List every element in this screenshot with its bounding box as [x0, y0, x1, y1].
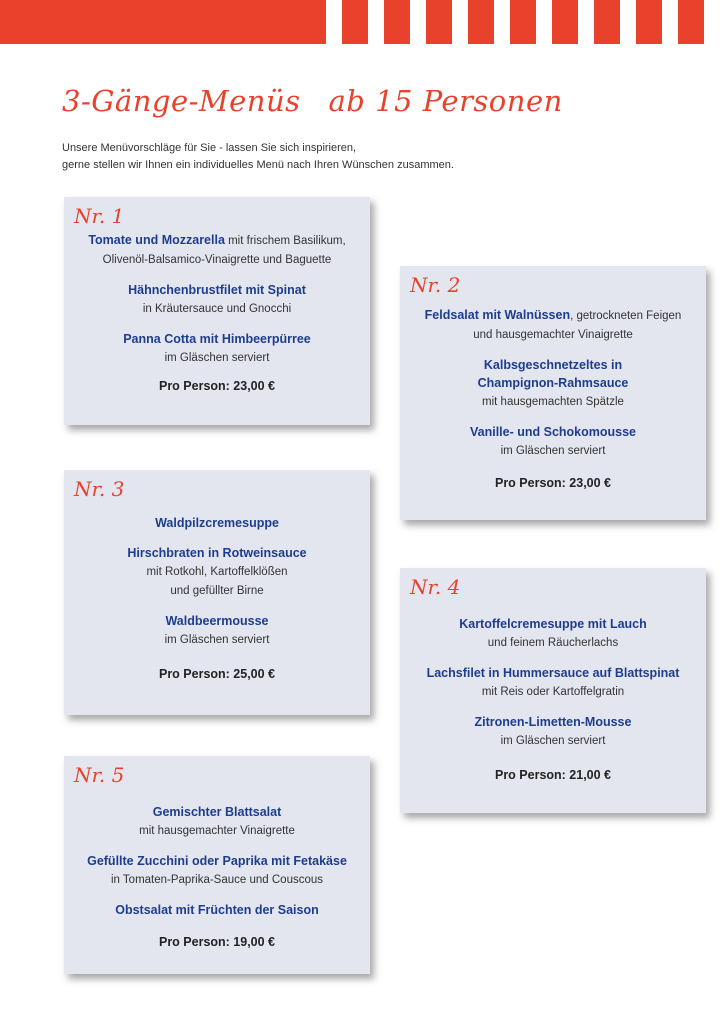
course-line — [400, 664, 706, 682]
menu-number: Nr. 4 — [410, 575, 461, 599]
menu-course — [64, 514, 370, 532]
menu-price: Pro Person: 25,00 € — [158, 667, 276, 681]
menu-price: Pro Person: 19,00 € — [158, 935, 276, 949]
dish-description: in Tomaten-Paprika-Sauce und Couscous — [110, 874, 324, 886]
course-line — [64, 299, 370, 318]
course-line — [400, 713, 706, 731]
course-line — [64, 348, 370, 367]
dish-description: mit hausgemachten Spätzle — [482, 396, 624, 408]
course-line — [64, 803, 370, 821]
menu-course — [400, 664, 706, 701]
dish-name: Panna Cotta mit Himbeerpürree — [123, 332, 311, 346]
menu-courses — [64, 231, 370, 367]
dish-description: mit frischem Basilikum, — [224, 235, 346, 247]
course-line — [64, 544, 370, 562]
course-line — [64, 901, 370, 919]
dish-description: , getrockneten Feigen — [570, 310, 682, 322]
course-line — [64, 330, 370, 348]
course-line — [64, 514, 370, 532]
dish-name: Zitronen-Limetten-Mousse — [474, 715, 632, 729]
menu-courses — [64, 514, 370, 649]
menu-course — [64, 901, 370, 919]
page-title — [62, 84, 563, 118]
dish-description: im Gläschen serviert — [164, 352, 270, 364]
menu-courses — [400, 306, 706, 460]
menu-number: Nr. 5 — [74, 763, 125, 787]
course-line — [400, 306, 706, 325]
dish-description: in Kräutersauce und Gnocchi — [142, 303, 292, 315]
dish-description: Olivenöl-Balsamico-Vinaigrette und Baguette — [102, 254, 332, 266]
dish-name: Feldsalat mit Walnüssen — [424, 308, 571, 322]
menu-course — [64, 803, 370, 840]
course-line — [64, 581, 370, 600]
menu-courses — [64, 803, 370, 919]
top-bar-stripe — [594, 0, 620, 44]
menu-course — [64, 330, 370, 367]
dish-description: mit Rotkohl, Kartoffelklößen — [146, 566, 288, 578]
dish-description: mit hausgemachter Vinaigrette — [139, 825, 295, 837]
intro-line: gerne stellen wir Ihnen ein individuelles Menü nach Ihren Wünschen zusammen. — [62, 159, 454, 171]
menu-course — [400, 423, 706, 460]
course-line — [64, 821, 370, 840]
dish-description: und feinem Räucherlachs — [487, 637, 619, 649]
menu-card-3 — [64, 470, 370, 715]
course-line — [64, 852, 370, 870]
dish-name: Kartoffelcremesuppe mit Lauch — [459, 617, 647, 631]
dish-name: Waldpilzcremesuppe — [155, 516, 279, 530]
course-line — [64, 870, 370, 889]
menu-courses — [400, 615, 706, 750]
dish-description: mit Reis oder Kartoffelgratin — [481, 686, 625, 698]
menu-price: Pro Person: 23,00 € — [158, 379, 276, 393]
course-line — [400, 682, 706, 701]
dish-description: und gefüllter Birne — [170, 585, 264, 597]
menu-number: Nr. 2 — [410, 273, 461, 297]
course-line — [400, 325, 706, 344]
top-bar-stripe — [510, 0, 536, 44]
dish-description: im Gläschen serviert — [164, 634, 270, 646]
menu-card-4 — [400, 568, 706, 813]
menu-course — [64, 281, 370, 318]
dish-name: Tomate und Mozzarella — [88, 233, 225, 247]
menu-course — [64, 852, 370, 889]
dish-name: Champignon-Rahmsauce — [477, 376, 629, 390]
course-line — [400, 392, 706, 411]
course-line — [64, 281, 370, 299]
menu-number: Nr. 3 — [74, 477, 125, 501]
top-bar-stripe — [426, 0, 452, 44]
top-bar-stripe — [384, 0, 410, 44]
page-title-sub: ab 15 Personen — [328, 84, 563, 118]
course-line — [400, 423, 706, 441]
dish-name: Gemischter Blattsalat — [152, 805, 282, 819]
menu-course — [64, 231, 370, 269]
course-line — [400, 615, 706, 633]
top-bar-stripe — [636, 0, 662, 44]
course-line — [64, 562, 370, 581]
dish-description: im Gläschen serviert — [500, 735, 606, 747]
menu-course — [64, 612, 370, 649]
dish-name: Lachsfilet in Hummersauce auf Blattspinat — [426, 666, 680, 680]
top-bar-block — [0, 0, 326, 44]
dish-name: Hirschbraten in Rotweinsauce — [127, 546, 307, 560]
menu-course — [400, 615, 706, 652]
page-title-main: 3-Gänge-Menüs — [62, 84, 301, 118]
menu-card-2 — [400, 266, 706, 520]
menu-card-1 — [64, 197, 370, 425]
course-line — [400, 633, 706, 652]
course-line — [64, 250, 370, 269]
course-line — [400, 731, 706, 750]
dish-name: Waldbeermousse — [165, 614, 269, 628]
course-line — [400, 441, 706, 460]
top-bar-stripe — [468, 0, 494, 44]
top-bar-stripe — [678, 0, 704, 44]
top-bar-stripe — [552, 0, 578, 44]
dish-name: Hähnchenbrustfilet mit Spinat — [128, 283, 306, 297]
course-line — [64, 612, 370, 630]
top-bar-stripe — [342, 0, 368, 44]
menu-course — [400, 356, 706, 411]
dish-name: Kalbsgeschnetzeltes in — [483, 358, 623, 372]
course-line — [64, 231, 370, 250]
dish-description: im Gläschen serviert — [500, 445, 606, 457]
course-line — [400, 374, 706, 392]
dish-name: Obstsalat mit Früchten der Saison — [115, 903, 319, 917]
course-line — [64, 630, 370, 649]
menu-price: Pro Person: 23,00 € — [494, 476, 612, 490]
menu-price: Pro Person: 21,00 € — [494, 768, 612, 782]
menu-number: Nr. 1 — [74, 204, 125, 228]
dish-description: und hausgemachter Vinaigrette — [473, 329, 633, 341]
dish-name: Gefüllte Zucchini oder Paprika mit Fetakäse — [87, 854, 347, 868]
menu-course — [400, 306, 706, 344]
course-line — [400, 356, 706, 374]
intro-text — [62, 140, 454, 174]
intro-line: Unsere Menüvorschläge für Sie - lassen Sie sich inspirieren, — [62, 142, 357, 154]
menu-card-5 — [64, 756, 370, 974]
menu-course — [400, 713, 706, 750]
dish-name: Vanille- und Schokomousse — [469, 425, 636, 439]
menu-course — [64, 544, 370, 600]
